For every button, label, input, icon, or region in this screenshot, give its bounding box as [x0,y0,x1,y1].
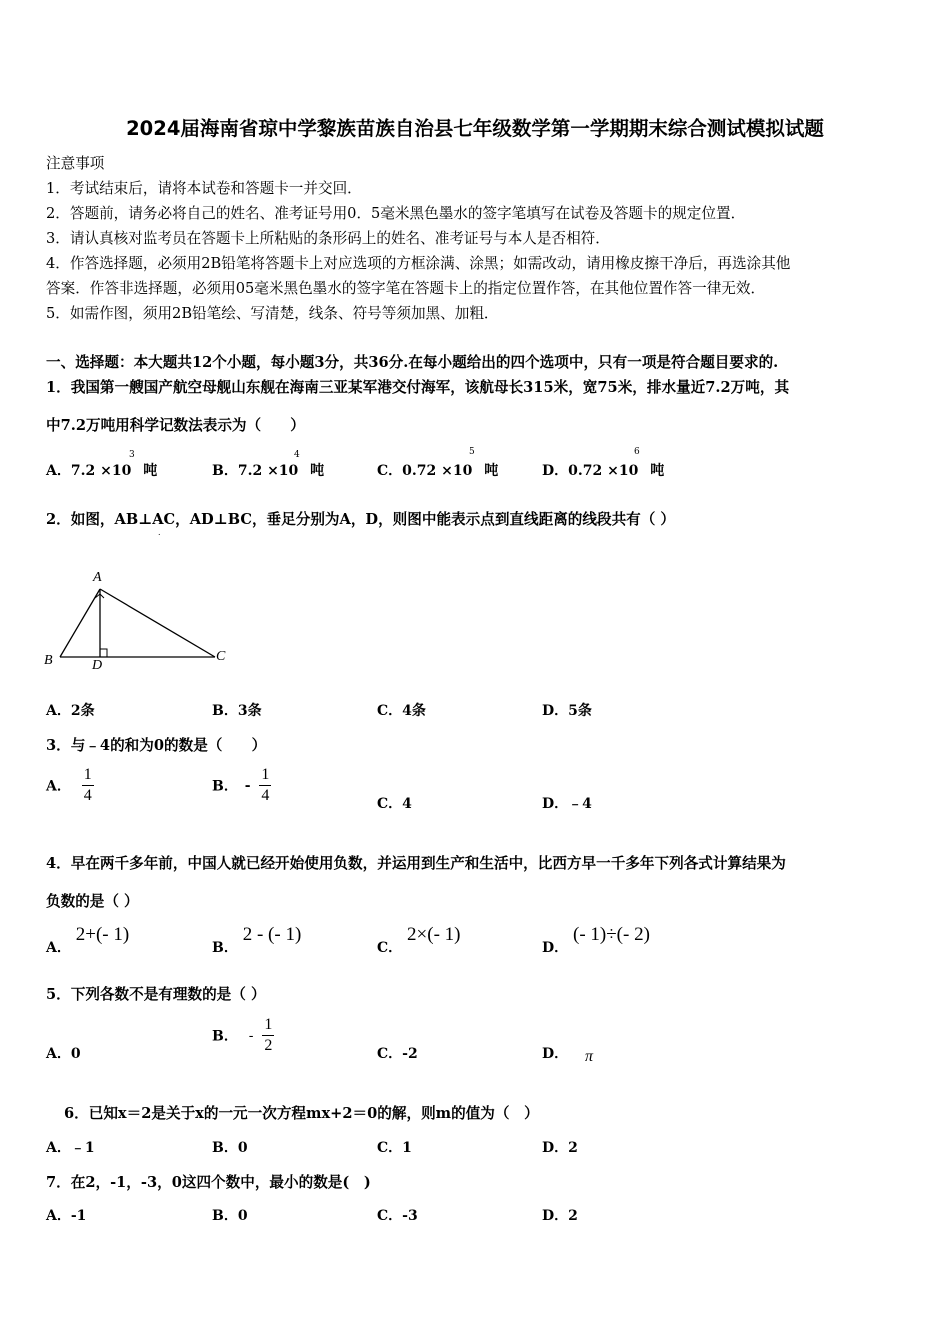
q4-option-c [377,924,461,956]
math-expression: 2 - (- 1) [242,924,302,945]
numerator: 1 [83,766,92,783]
q4-option-d [542,924,650,956]
notice-item: 1．考试结束后，请将本试卷和答题卡一并交回． [46,180,362,197]
option-unit: 吨 [143,463,158,479]
option-base: 0.72 ×10 [402,463,473,479]
q2-option-b: B．3条 [212,703,262,719]
question-6: 6．已知x＝2是关于x的一元一次方程mx+2＝0的解，则m的值为（ ） [64,1105,539,1122]
question-4-line1: 4．早在两千多年前，中国人就已经开始使用负数，并运用到生产和生活中，比西方早一千多年下列各式计算结果为 [46,855,786,872]
q1-option-c [377,447,499,480]
q7-option-b: B．0 [212,1208,248,1224]
q5-option-d [542,1043,593,1063]
notice-heading: 注意事项 [46,155,105,172]
q2-option-d: D．5条 [542,703,592,719]
fraction [262,1017,274,1054]
q7-option-a: A．-1 [46,1208,87,1224]
notice-item: 4．作答选择题，必须用2B铅笔将答题卡上对应选项的方框涂满、涂黑；如需改动，请用橡皮擦干净后，再选涂其他 [46,255,791,272]
option-exponent: 6 [634,447,640,457]
denominator: 4 [83,787,92,804]
option-letter: B． [212,778,238,795]
question-4-line2: 负数的是（ ） [46,893,139,910]
q3-option-c: C．4 [377,796,412,812]
section-heading: 一、选择题：本大题共12个小题，每小题3分，共36分.在每小题给出的四个选项中，只有一项是符合题目要求的. [46,354,779,371]
option-letter: B． [212,940,238,956]
fraction-bar [82,785,94,786]
q3-option-b [212,767,271,804]
q3-option-a [46,767,94,804]
point-label-c: C [216,649,226,664]
question-5: 5．下列各数不是有理数的是（ ） [46,986,266,1003]
option-exponent: 3 [129,450,135,460]
option-letter: D． [542,940,569,956]
fraction-bar [259,785,271,786]
minus-sign: - [244,777,251,794]
segment-ab [60,589,100,657]
q7-option-c: C．-3 [377,1208,418,1224]
math-expression: (- 1)÷(- 2) [573,924,650,945]
question-2: 2．如图，AB⊥AC，AD⊥BC，垂足分别为A，D，则图中能表示点到直线距离的线段共有（ ） [46,511,676,528]
denominator: 2 [264,1037,273,1054]
q1-option-d [542,447,665,480]
fraction [82,767,94,804]
option-exponent: 4 [294,450,300,460]
question-7: 7．在2，-1，-3，0这四个数中，最小的数是( ) [46,1174,371,1191]
q6-option-a: A．﹣1 [46,1140,95,1156]
denominator: 4 [261,787,270,804]
math-expression: 2×(- 1) [407,924,461,945]
stray-mark: ˙ [157,534,162,544]
option-letter: B． [212,1028,238,1045]
option-base: 7.2 ×10 [237,463,299,479]
option-letter: C． [377,940,403,956]
point-label-a: A [93,570,102,585]
q7-option-d: D．2 [542,1208,578,1224]
minus-sign: - [248,1027,254,1044]
q1-option-a [46,450,158,480]
question-3: 3．与﹣4的和为0的数是（ ） [46,737,267,754]
q4-option-a [46,924,130,956]
page-title: 2024届海南省琼中学黎族苗族自治县七年级数学第一学期期末综合测试模拟试题 [126,117,824,140]
option-base: 7.2 ×10 [70,463,132,479]
q6-option-d: D．2 [542,1140,578,1156]
notice-item: 3．请认真核对监考员在答题卡上所粘贴的条形码上的姓名、准考证号与本人是否相符． [46,230,610,247]
fraction-bar [262,1035,274,1036]
question-1-line2: 中7.2万吨用科学记数法表示为（ ） [46,417,305,434]
point-label-d: D [92,658,103,673]
option-letter: B． [212,463,238,479]
option-letter: A． [46,463,71,479]
triangle-figure [40,565,240,675]
q5-option-b [212,1017,274,1054]
point-label-b: B [44,653,53,668]
question-1-line1: 1．我国第一艘国产航空母舰山东舰在海南三亚某军港交付海军，该航母长315米，宽75米，排水量近7.2万吨，其 [46,379,790,396]
right-angle-d [100,649,107,657]
option-letter: A． [46,778,71,795]
q6-option-c: C．1 [377,1140,412,1156]
segment-ac [100,589,215,657]
notice-item: 答案．作答非选择题，必须用05毫米黑色墨水的签字笔在答题卡上的指定位置作答，在其他位置作答一律无效． [46,280,766,297]
notice-item: 5．如需作图，须用2B铅笔绘、写清楚，线条、符号等须加黑、加粗． [46,305,499,322]
option-exponent: 5 [469,447,475,457]
q4-option-b [212,924,302,956]
q3-option-d: D．﹣4 [542,796,592,812]
fraction [259,767,271,804]
option-unit: 吨 [650,463,665,479]
q5-option-c: C．-2 [377,1046,418,1062]
q1-option-b [212,450,325,480]
notice-item: 2．答题前，请务必将自己的姓名、准考证号用0．5毫米黑色墨水的签字笔填写在试卷及答题卡的规定位置． [46,205,746,222]
numerator: 1 [261,766,270,783]
pi-symbol: π [585,1048,594,1065]
option-letter: D． [542,1046,569,1062]
option-unit: 吨 [310,463,325,479]
q5-option-a: A．0 [46,1046,81,1062]
option-letter: C． [377,463,403,479]
q6-option-b: B．0 [212,1140,248,1156]
option-letter: D． [542,463,569,479]
q2-option-a: A．2条 [46,703,95,719]
numerator: 1 [264,1016,273,1033]
option-base: 0.72 ×10 [568,463,639,479]
math-expression: 2+(- 1) [75,924,130,945]
q2-option-c: C．4条 [377,703,426,719]
option-letter: A． [46,940,71,956]
option-unit: 吨 [484,463,499,479]
